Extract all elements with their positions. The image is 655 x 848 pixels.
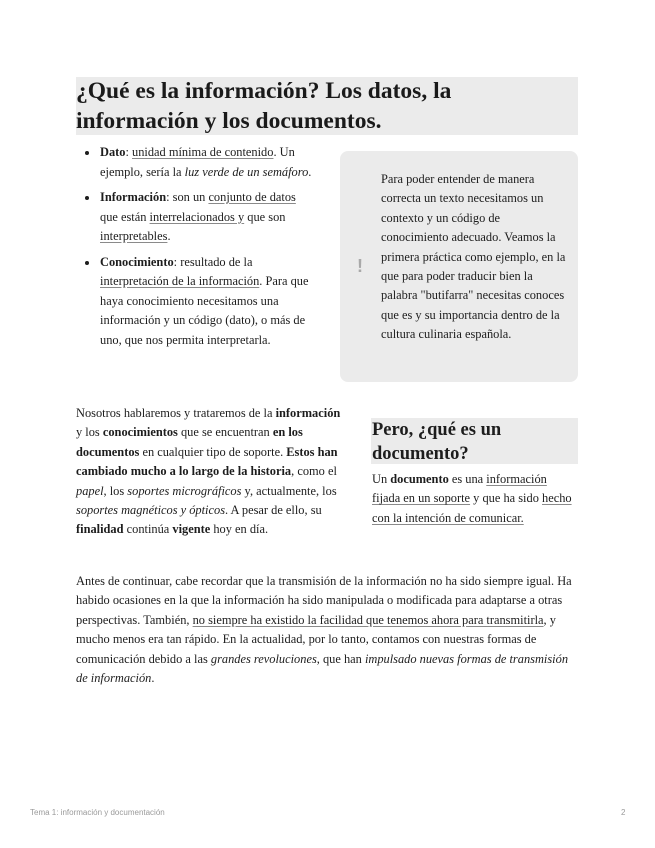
example-text: luz verde de un semáforo [184,164,309,179]
text: que están [100,209,150,224]
text: y los [76,425,103,440]
definition-link: interpretables [100,229,168,243]
term-informacion: Información [100,190,167,204]
text: hoy en día. [210,522,269,537]
text: continúa [123,522,173,537]
definitions-list [100,143,315,356]
italic-text: impulsado nuevas formas de transmisión de información [76,651,569,686]
underlined-text: no siempre ha existido la facilidad que tenemos ahora para transmitirla [192,612,544,627]
exclamation-icon: ! [357,256,363,276]
page-title: ¿Qué es la información? Los datos, la información y los documentos. [76,78,452,134]
bold-text: finalidad [76,522,124,537]
bold-text: Estos han cambiado mucho a lo largo de la historia [76,444,338,479]
definition-link: hecho con la intención de comunicar. [372,491,572,525]
text: . [167,229,171,243]
text: : resultado de la [173,254,253,269]
list-item-informacion [100,188,315,247]
bold-text: información [275,406,341,420]
text: , que han [316,651,365,666]
italic-text: soportes magnéticos y ópticos [76,503,226,518]
text: . [151,671,155,686]
text: en cualquier tipo de soporte. [139,444,287,459]
italic-text: papel [76,483,104,498]
page-number: 2 [621,808,626,817]
italic-text: grandes revoluciones [210,651,317,666]
text: Nosotros hablaremos y trataremos de la [76,406,276,420]
definition-dato: unidad mínima de contenido [132,145,274,159]
text: . Para que haya conocimiento necesitamos una información y un código (dato), o más de uno, que nos permita interpretarla. [100,274,309,347]
bold-text: vigente [172,522,211,537]
definition-link: información fijada en un soporte [372,472,547,506]
text: que se encuentran [177,425,273,440]
text: , los [103,483,128,498]
italic-text: soportes micrográficos [127,483,242,498]
footer-title: Tema 1: información y documentación [30,808,165,817]
text: : son un [166,190,209,204]
bold-text: conocimientos [102,425,178,440]
section-heading: Pero, ¿qué es un documento? [372,420,502,464]
term-conocimiento: Conocimiento [100,254,174,269]
definition-link: conjunto de datos [208,190,296,204]
body-paragraph-documents [76,404,348,540]
text: . [308,164,312,179]
callout-text: Para poder entender de manera correcta un texto necesitamos un contexto y un código de conocimiento adecuado. Veamos la primera práctica como ejemplo, en la que para poder traducir bien la palabra "butifarra" necesitas conoces que es y su importancia dentro de la cultura culinaria española. [381,172,566,342]
text: . A pesar de ello, su [225,503,322,518]
list-item-dato [100,143,315,182]
text: , como el [291,464,337,479]
body-paragraph-transmission [76,572,581,688]
text: : [125,145,133,159]
text: y que ha sido [470,491,542,506]
definition-link: interpretación de la información [100,274,260,288]
text: y, actualmente, los [241,483,337,498]
term-dato: Dato [100,145,126,159]
bold-text: documento [390,472,449,486]
list-item-conocimiento [100,253,315,351]
text: es una [448,472,487,486]
text: Un [372,472,391,486]
text: . Un ejemplo, sería la [100,145,295,179]
text: , y mucho menos era tan rápido. En la actualidad, por lo tanto, contamos con nuestras formas de comunicación debido a las [76,612,556,666]
bold-text: en los documentos [76,425,303,459]
document-definition [372,470,578,528]
definition-link: interrelacionados y [149,209,245,224]
text: que son [244,209,286,224]
text: Antes de continuar, cabe recordar que la transmisión de la información no ha sido siempre igual. Ha habido ocasiones en la que la información ha sido manipulada o modificada para adaptarse a otras perspectivas. También, [76,574,572,627]
